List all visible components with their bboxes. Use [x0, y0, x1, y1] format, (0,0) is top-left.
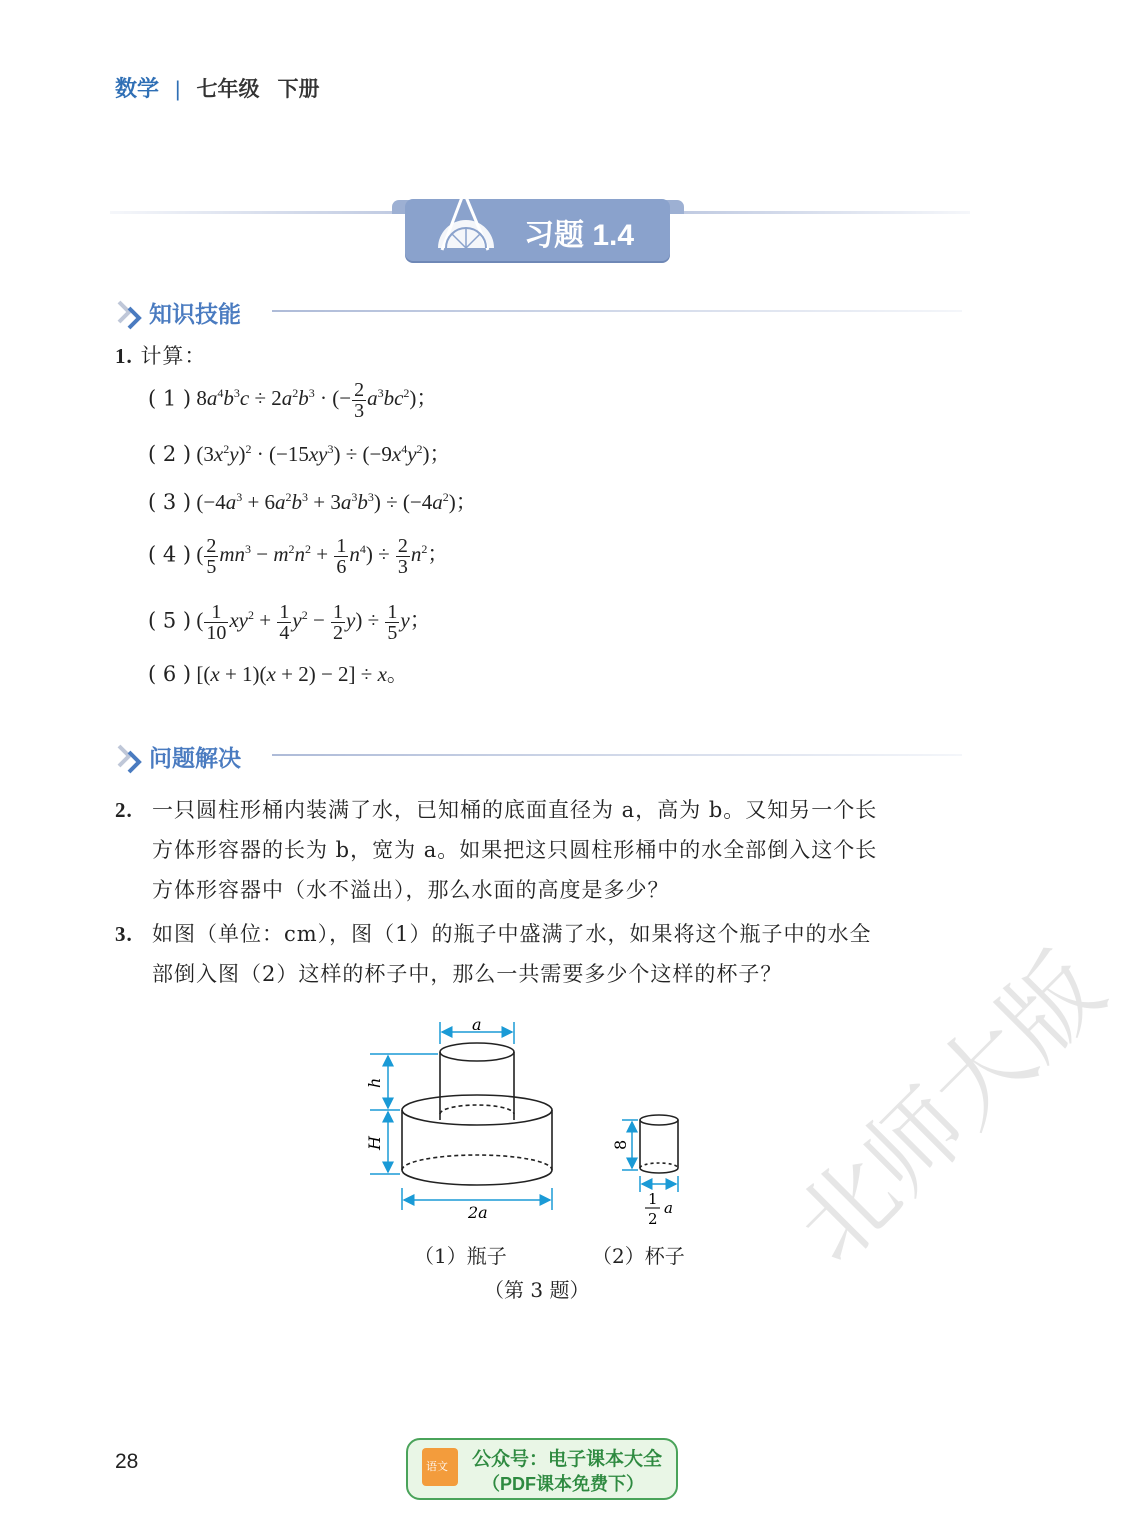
- badge-line-1: 公众号：电子课本大全: [472, 1449, 663, 1470]
- problem-number: 3.: [115, 922, 133, 946]
- volume-label: 下册: [277, 78, 320, 101]
- figure-caption: （第 3 题）: [484, 1278, 590, 1302]
- label-H: H: [365, 1136, 384, 1150]
- label-frac-var: a: [664, 1199, 673, 1217]
- text-line: 如图（单位：cm），图（1）的瓶子中盛满了水，如果将这个瓶子中的水全: [152, 922, 872, 946]
- label-frac-den: 2: [648, 1210, 658, 1228]
- problem-1-item-1: [148, 380, 437, 421]
- text-line: 一只圆柱形桶内装满了水，已知桶的底面直径为 a，高为 b。又知另一个长: [152, 798, 878, 822]
- section-problems-label: 问题解决: [149, 745, 241, 771]
- problem-1-item-2: [148, 438, 451, 468]
- problem-1-item-3: [148, 486, 477, 516]
- compass-protractor-icon: [430, 176, 510, 256]
- grade-label: 七年级: [196, 78, 260, 101]
- item-label: ( 6 ): [148, 662, 192, 686]
- text-line: 部倒入图（2）这样的杯子中，那么一共需要多少个这样的杯子？: [152, 962, 783, 986]
- text-line: 方体形容器中（水不溢出），那么水面的高度是多少？: [152, 878, 670, 902]
- problem-1-item-4: [148, 536, 448, 577]
- problem-1-item-5: [148, 602, 431, 643]
- section-skills-heading: [115, 296, 241, 329]
- caption-cup: （2）杯子: [592, 1244, 685, 1268]
- section-skills-label: 知识技能: [149, 301, 241, 327]
- expression: [(x + 1)(x + 2) − 2] ÷ x。: [196, 662, 408, 686]
- section-problems-heading: [115, 740, 241, 773]
- book-icon-text: 语文: [426, 1460, 448, 1473]
- promo-badge[interactable]: [406, 1438, 678, 1500]
- problem-3: [115, 914, 133, 954]
- header-separator: |: [175, 78, 181, 101]
- expression: $(3x^2y)^2 \cdot (-15xy^3) \div (-9x^4y^2)$；: [196, 442, 451, 466]
- chevron-right-icon: [115, 300, 149, 328]
- chevron-right-icon: [115, 744, 149, 772]
- figure-bottle-and-cup: [350, 1010, 730, 1240]
- subject-label: 数学: [115, 76, 160, 101]
- problem-2: [115, 790, 133, 830]
- item-label: ( 5 ): [148, 608, 192, 633]
- expression: ( $\frac{2}{5}$ $mn^3 - m^2n^2$ + $\frac{1}{6}$ $n^4$) ÷ $\frac{2}{3}$ $n^2$；: [196, 535, 449, 578]
- watermark: 北师大版: [774, 932, 1125, 1284]
- problem-number: 2.: [115, 798, 133, 822]
- section-rule: [272, 310, 962, 312]
- problem-3-text: [152, 914, 972, 994]
- label-8: 8: [611, 1139, 630, 1150]
- label-h: h: [365, 1077, 384, 1088]
- problem-1-text: 计算：: [140, 344, 207, 368]
- cup-shape: [640, 1115, 678, 1173]
- problem-1-item-6: [148, 658, 408, 688]
- book-icon: [422, 1448, 458, 1486]
- label-a: a: [472, 1015, 482, 1034]
- item-label: ( 2 ): [148, 442, 192, 466]
- badge-line-2: （PDF课本免费下）: [482, 1474, 644, 1494]
- problem-1-intro: [115, 336, 206, 376]
- item-label: ( 3 ): [148, 490, 192, 514]
- caption-bottle: （1）瓶子: [414, 1244, 507, 1268]
- expression: $(-4a^3 + 6a^2b^3 + 3a^3b^3) \div (-4a^2)$；: [196, 490, 477, 514]
- label-2a: 2a: [468, 1203, 488, 1222]
- page-header: [115, 72, 319, 103]
- exercise-title: 习题 1.4: [524, 219, 635, 252]
- label-frac-num: 1: [648, 1190, 658, 1208]
- problem-number: 1.: [115, 344, 133, 368]
- expression: ( $\frac{1}{10}$ $xy^2$ + $\frac{1}{4}$ $y^2$ − $\frac{1}{2}$ y) ÷ $\frac{1}{5}$ y；: [196, 601, 431, 644]
- item-label: ( 1 ): [148, 386, 192, 411]
- item-label: ( 4 ): [148, 542, 192, 567]
- section-rule: [272, 754, 962, 756]
- text-line: 方体形容器的长为 b，宽为 a。如果把这只圆柱形桶中的水全部倒入这个长: [152, 838, 878, 862]
- page-number: 28: [115, 1450, 139, 1473]
- expression: $8a^4b^3c \div 2a^2b^3$ · (− $\frac{2}{3}$ $a^3bc^2$)；: [196, 379, 438, 422]
- bottle-shape: [402, 1043, 552, 1185]
- problem-2-text: [152, 790, 972, 910]
